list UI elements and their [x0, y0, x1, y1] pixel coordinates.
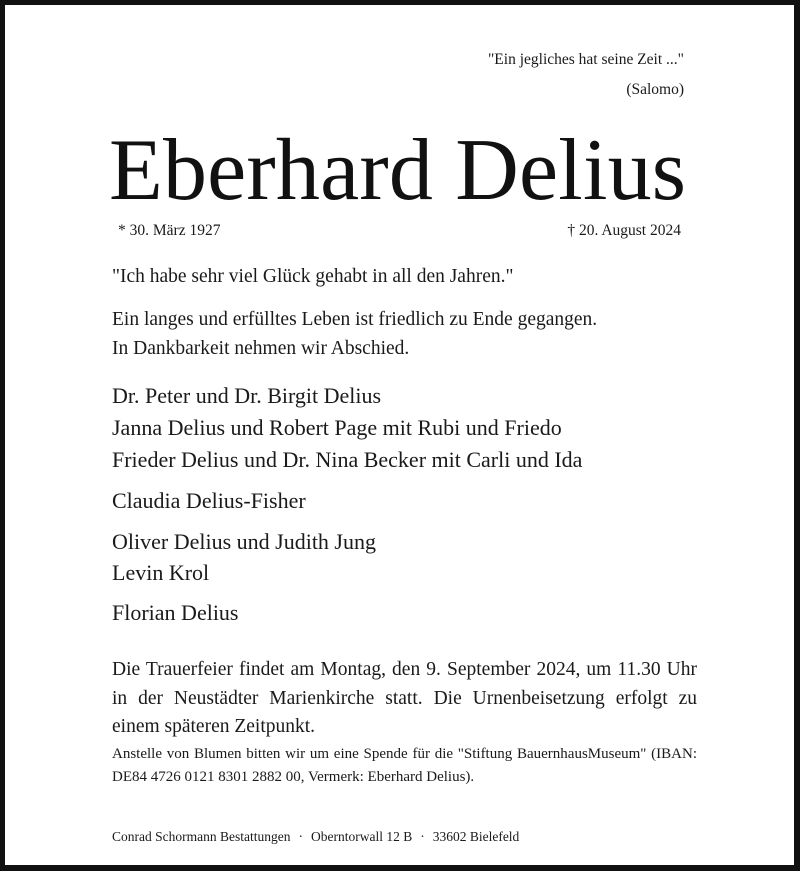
donation-info: Anstelle von Blumen bitten wir um eine Spende für die "Stiftung BauernhausMuseum" (IBAN: DE84 4726 0121 8301 2882 00, Vermerk: Eberhard Delius).: [112, 746, 697, 785]
separator-dot: ·: [298, 829, 303, 844]
funeral-home-street: Oberntorwall 12 B: [310, 829, 413, 844]
ceremony-info: Die Trauerfeier findet am Montag, den 9. September 2024, um 11.30 Uhr in der Neustädter Marienkirche statt. Die Urnenbeisetzung erfolgt zu einem späteren Zeitpunkt.: [112, 659, 697, 737]
mourner: Claudia Delius-Fisher: [112, 488, 306, 513]
death-date: † 20. August 2024: [567, 222, 681, 239]
deceased-name: Eberhard Delius: [109, 122, 687, 219]
funeral-home-city: 33602 Bielefeld: [432, 829, 520, 844]
mourner: Janna Delius und Robert Page mit Rubi und Friedo: [112, 415, 562, 440]
funeral-home-name: Conrad Schormann Bestattungen: [112, 829, 291, 844]
mourner: Florian Delius: [112, 600, 239, 625]
mourner: Levin Krol: [112, 560, 210, 585]
funeral-home-footer: [112, 830, 697, 844]
intro-text: [112, 305, 697, 363]
personal-quote: "Ich habe sehr viel Glück gehabt in all den Jahren.": [112, 266, 514, 287]
motto-quote: "Ein jegliches hat seine Zeit ...": [487, 51, 684, 68]
mourner: Oliver Delius und Judith Jung: [112, 529, 376, 554]
mourner: Dr. Peter und Dr. Birgit Delius: [112, 383, 382, 408]
intro-line-2: In Dankbarkeit nehmen wir Abschied.: [112, 338, 410, 359]
intro-line-1: Ein langes und erfülltes Leben ist friedlich zu Ende gegangen.: [112, 309, 598, 330]
motto-source: (Salomo): [626, 81, 684, 98]
birth-date: * 30. März 1927: [118, 222, 221, 239]
mourner: Frieder Delius und Dr. Nina Becker mit Carli und Ida: [112, 447, 583, 472]
separator-dot: ·: [420, 829, 425, 844]
